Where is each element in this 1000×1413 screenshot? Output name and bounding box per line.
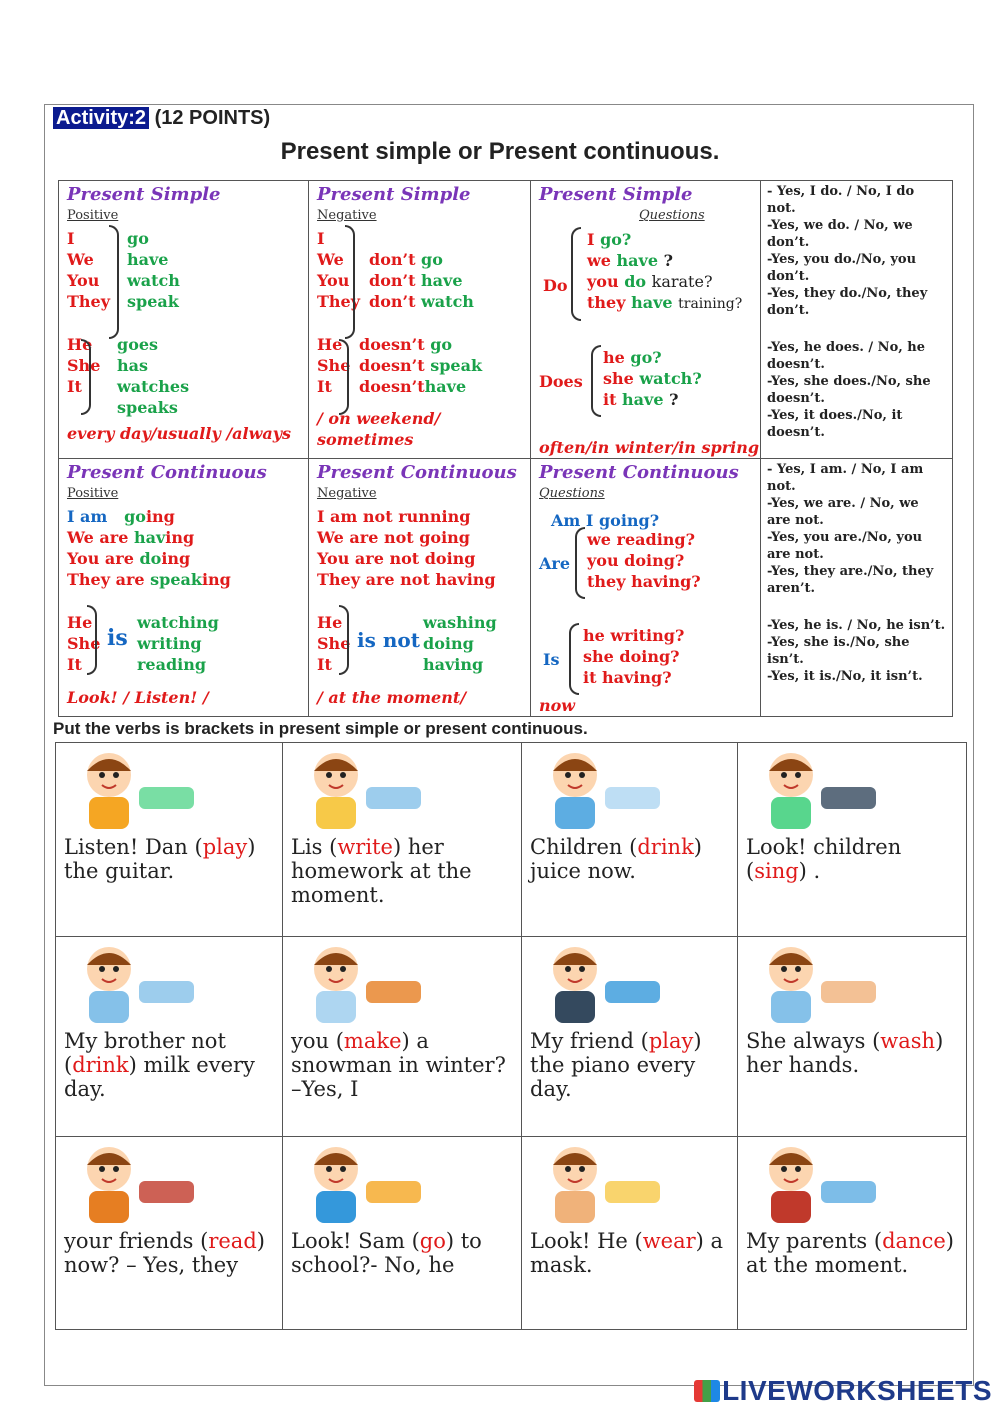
pronoun: She xyxy=(317,634,351,653)
pronoun: I xyxy=(317,229,325,248)
brace xyxy=(81,339,91,415)
cell-heading: Present Continuous xyxy=(539,462,739,483)
logo-icon xyxy=(694,1380,720,1402)
exercise-prefix: She always xyxy=(746,1029,866,1053)
answer-line: -Yes, he does. / No, he doesn’t. xyxy=(767,340,926,372)
exercise-item xyxy=(283,1137,522,1329)
exercise-suffix: her homework at the moment. xyxy=(291,835,472,907)
verb-in-brackets: (make) xyxy=(329,1029,417,1053)
question-item: it having? xyxy=(583,668,672,687)
verb: doesn’thave xyxy=(359,377,467,396)
masked-man-picture xyxy=(530,1141,729,1229)
cell-heading: Present Continuous xyxy=(67,462,267,483)
exercise-prefix: you xyxy=(291,1029,330,1053)
cell-subheading: Questions xyxy=(639,208,705,223)
time-expressions: / at the moment/ xyxy=(317,688,467,707)
answer-line: - Yes, I am. / No, I am not. xyxy=(767,462,924,494)
exercise-text xyxy=(291,1029,513,1101)
liveworksheets-logo: LIVEWORKSHEETS xyxy=(694,1375,992,1407)
piano-boy-picture xyxy=(530,941,729,1029)
answer-line: -Yes, she does./No, she doesn’t. xyxy=(767,374,931,406)
auxiliary-do: Do xyxy=(543,276,568,295)
exercise-suffix: a snowman in winter? –Yes, I xyxy=(291,1029,506,1101)
answer-line: -Yes, they do./No, they don’t. xyxy=(767,286,928,318)
exercise-suffix: the guitar. xyxy=(64,859,175,883)
brace xyxy=(109,225,119,339)
dancing-couple-picture xyxy=(746,1141,958,1229)
cell-subheading: Negative xyxy=(317,208,377,223)
exercise-text xyxy=(530,835,729,883)
verb-in-brackets: (wear) xyxy=(627,1229,711,1253)
exercise-prefix: My friend xyxy=(530,1029,634,1053)
activity-points: (12 POINTS) xyxy=(154,107,271,129)
verb-in-brackets: (go) xyxy=(404,1229,461,1253)
question-item: he writing? xyxy=(583,626,685,645)
verb-in-brackets: (wash) xyxy=(865,1029,944,1053)
guitar-boy-picture xyxy=(64,747,274,835)
exercise-prefix: your friends xyxy=(64,1229,194,1253)
question-item: they have training? xyxy=(587,293,743,312)
example-line: I am not running xyxy=(317,507,471,526)
page-title: Present simple or Present continuous. xyxy=(280,138,720,165)
cell-heading: Present Continuous xyxy=(317,462,517,483)
verb: speaks xyxy=(117,398,178,417)
exercise-suffix: at the moment. xyxy=(746,1253,909,1277)
example-line: They are not having xyxy=(317,570,496,589)
verb: don’t have xyxy=(369,271,463,290)
question-item: we have ? xyxy=(587,251,673,270)
grammar-table xyxy=(58,180,953,717)
answer-line: -Yes, they are./No, they aren’t. xyxy=(767,564,934,596)
time-expressions: now xyxy=(539,696,576,715)
pronoun: We xyxy=(317,250,344,269)
cell-heading: Present Simple xyxy=(67,184,221,205)
verb: watching xyxy=(137,613,219,632)
verb-in-brackets: (sing) xyxy=(746,859,814,883)
cell-heading: Present Simple xyxy=(317,184,471,205)
pronoun: He xyxy=(67,335,93,354)
verb-in-brackets: (dance) xyxy=(867,1229,954,1253)
exercise-item xyxy=(738,743,966,937)
pc-questions-cell xyxy=(531,459,761,716)
pronoun: They xyxy=(67,292,111,311)
drinking-boy-picture xyxy=(64,941,274,1029)
pronoun: She xyxy=(317,356,351,375)
drinking-children-picture xyxy=(530,747,729,835)
answer-line: -Yes, she is./No, she isn’t. xyxy=(767,635,910,667)
exercise-text xyxy=(64,1029,274,1101)
exercise-suffix: . xyxy=(813,859,821,883)
verb-in-brackets: (play) xyxy=(187,835,256,859)
time-expressions: often/in winter/in spring xyxy=(539,438,760,457)
brace xyxy=(339,605,349,675)
brace xyxy=(591,345,601,417)
exercise-prefix: Children xyxy=(530,835,623,859)
exercise-item xyxy=(56,743,283,937)
question-item: he go? xyxy=(603,348,662,367)
exercise-suffix: now? – Yes, they xyxy=(64,1253,239,1277)
exercise-text xyxy=(746,1229,958,1277)
question-item: she doing? xyxy=(583,647,680,666)
brace xyxy=(569,623,579,695)
question-item: it have ? xyxy=(603,390,679,409)
verb: speak xyxy=(127,292,179,311)
brace xyxy=(575,527,585,599)
verb: go xyxy=(127,229,149,248)
instruction: Put the verbs is brackets in present simple or present continuous. xyxy=(53,719,588,738)
exercise-text xyxy=(746,835,958,883)
exercise-item xyxy=(738,1137,966,1329)
pronoun: It xyxy=(67,377,82,396)
exercise-text xyxy=(291,1229,513,1277)
brace xyxy=(339,339,349,415)
auxiliary-is: Is xyxy=(543,650,560,669)
exercise-prefix: Look! Sam xyxy=(291,1229,405,1253)
exercise-text xyxy=(64,1229,274,1277)
pronoun: It xyxy=(317,655,332,674)
cell-subheading: Questions xyxy=(539,486,605,501)
exercise-prefix: Listen! Dan xyxy=(64,835,188,859)
verb: washing xyxy=(423,613,497,632)
cell-subheading: Positive xyxy=(67,486,119,501)
brace xyxy=(345,225,355,339)
pronoun: I xyxy=(67,229,75,248)
verb: watches xyxy=(117,377,190,396)
verb-in-brackets: (drink) xyxy=(64,1053,144,1077)
exercise-text xyxy=(530,1229,729,1277)
question-am: Am I going? xyxy=(551,511,660,530)
pronoun: She xyxy=(67,356,101,375)
answer-line: -Yes, you are./No, you are not. xyxy=(767,530,923,562)
verb: goes xyxy=(117,335,159,354)
exercise-text xyxy=(746,1029,958,1077)
exercise-item xyxy=(283,743,522,937)
schoolboy-picture xyxy=(291,1141,513,1229)
auxiliary-are: Are xyxy=(539,554,571,573)
pronoun: He xyxy=(67,613,93,632)
answer-line: -Yes, it does./No, it doesn’t. xyxy=(767,408,903,440)
exercise-suffix: a mask. xyxy=(530,1229,724,1277)
verb: has xyxy=(117,356,149,375)
auxiliary-does: Does xyxy=(539,372,583,391)
example-line: We are having xyxy=(67,528,195,547)
verb-in-brackets: (play) xyxy=(633,1029,702,1053)
answer-line: -Yes, he is. / No, he isn’t. xyxy=(767,618,946,633)
verb-in-brackets: (read) xyxy=(193,1229,265,1253)
singing-children-picture xyxy=(746,747,958,835)
time-expressions: Look! / Listen! / xyxy=(67,688,209,707)
reading-children-picture xyxy=(64,1141,274,1229)
exercise-text xyxy=(64,835,274,883)
verb-in-brackets: (write) xyxy=(322,835,408,859)
time-expressions: every day/usually /always xyxy=(67,424,292,443)
cell-subheading: Negative xyxy=(317,486,377,501)
example-line: You are not doing xyxy=(317,549,476,568)
answer-line: -Yes, we do. / No, we don’t. xyxy=(767,218,913,250)
snowman-picture xyxy=(291,941,513,1029)
question-item: we reading? xyxy=(587,530,695,549)
exercise-prefix: Look! He xyxy=(530,1229,628,1253)
brace xyxy=(571,227,581,321)
verb: having xyxy=(423,655,484,674)
ps-positive-cell xyxy=(59,181,309,459)
writing-girl-picture xyxy=(291,747,513,835)
verb: have xyxy=(127,250,169,269)
pc-negative-cell xyxy=(309,459,531,716)
verb: writing xyxy=(137,634,202,653)
answer-line: -Yes, it is./No, it isn’t. xyxy=(767,669,923,684)
activity-tag: Activity:2 xyxy=(53,107,149,129)
exercise-prefix: My brother not xyxy=(64,1029,226,1053)
pronoun: He xyxy=(317,335,343,354)
pc-positive-cell xyxy=(59,459,309,716)
exercise-item xyxy=(56,937,283,1137)
verb: watch xyxy=(127,271,180,290)
exercise-suffix: milk every day. xyxy=(64,1053,255,1101)
pronoun: It xyxy=(67,655,82,674)
pronoun: It xyxy=(317,377,332,396)
exercise-item xyxy=(56,1137,283,1329)
answer-line: -Yes, we are. / No, we are not. xyxy=(767,496,919,528)
answer-line: -Yes, you do./No, you don’t. xyxy=(767,252,917,284)
exercise-item xyxy=(283,937,522,1137)
time-expressions: / on weekend/ sometimes xyxy=(317,409,441,449)
exercise-suffix: to school?- No, he xyxy=(291,1229,482,1277)
verb: don’t watch xyxy=(369,292,474,311)
ps-short-answers xyxy=(761,181,952,459)
pronoun: She xyxy=(67,634,101,653)
washing-hands-picture xyxy=(746,941,958,1029)
verb: doesn’t go xyxy=(359,335,453,354)
example-line: We are not going xyxy=(317,528,470,547)
exercise-item xyxy=(522,743,738,937)
pronoun: You xyxy=(317,271,350,290)
exercise-suffix: juice now. xyxy=(530,859,636,883)
answer-line: - Yes, I do. / No, I do not. xyxy=(767,184,915,216)
cell-heading: Present Simple xyxy=(539,184,693,205)
auxiliary-is-not: is not xyxy=(357,628,420,652)
exercise-suffix: her hands. xyxy=(746,1053,860,1077)
auxiliary-is: is xyxy=(107,625,128,651)
pc-short-answers xyxy=(761,459,952,716)
exercise-item xyxy=(522,1137,738,1329)
activity-heading xyxy=(53,107,270,130)
exercise-text xyxy=(530,1029,729,1101)
pronoun: He xyxy=(317,613,343,632)
question-item: I go? xyxy=(587,230,632,249)
question-item: they having? xyxy=(587,572,701,591)
verb: don’t go xyxy=(369,250,443,269)
verb: doesn’t speak xyxy=(359,356,483,375)
exercise-prefix: Lis xyxy=(291,835,323,859)
brace xyxy=(87,605,97,675)
exercise-prefix: Look! children xyxy=(746,835,902,859)
example-line: You are doing xyxy=(67,549,191,568)
exercise-grid xyxy=(55,742,967,1330)
pronoun: They xyxy=(317,292,361,311)
exercise-prefix: My parents xyxy=(746,1229,868,1253)
exercise-item xyxy=(738,937,966,1137)
question-item: she watch? xyxy=(603,369,702,388)
pronoun: You xyxy=(67,271,100,290)
cell-subheading: Positive xyxy=(67,208,119,223)
pronoun: We xyxy=(67,250,94,269)
exercise-text xyxy=(291,835,513,907)
verb: reading xyxy=(137,655,207,674)
ps-negative-cell xyxy=(309,181,531,459)
example-line: I am going xyxy=(67,507,175,526)
exercise-item xyxy=(522,937,738,1137)
example-line: They are speaking xyxy=(67,570,231,589)
exercise-suffix: the piano every day. xyxy=(530,1053,696,1101)
ps-questions-cell xyxy=(531,181,761,459)
verb-in-brackets: (drink) xyxy=(622,835,702,859)
question-item: you doing? xyxy=(587,551,685,570)
question-item: you do karate? xyxy=(587,272,713,291)
verb: doing xyxy=(423,634,474,653)
